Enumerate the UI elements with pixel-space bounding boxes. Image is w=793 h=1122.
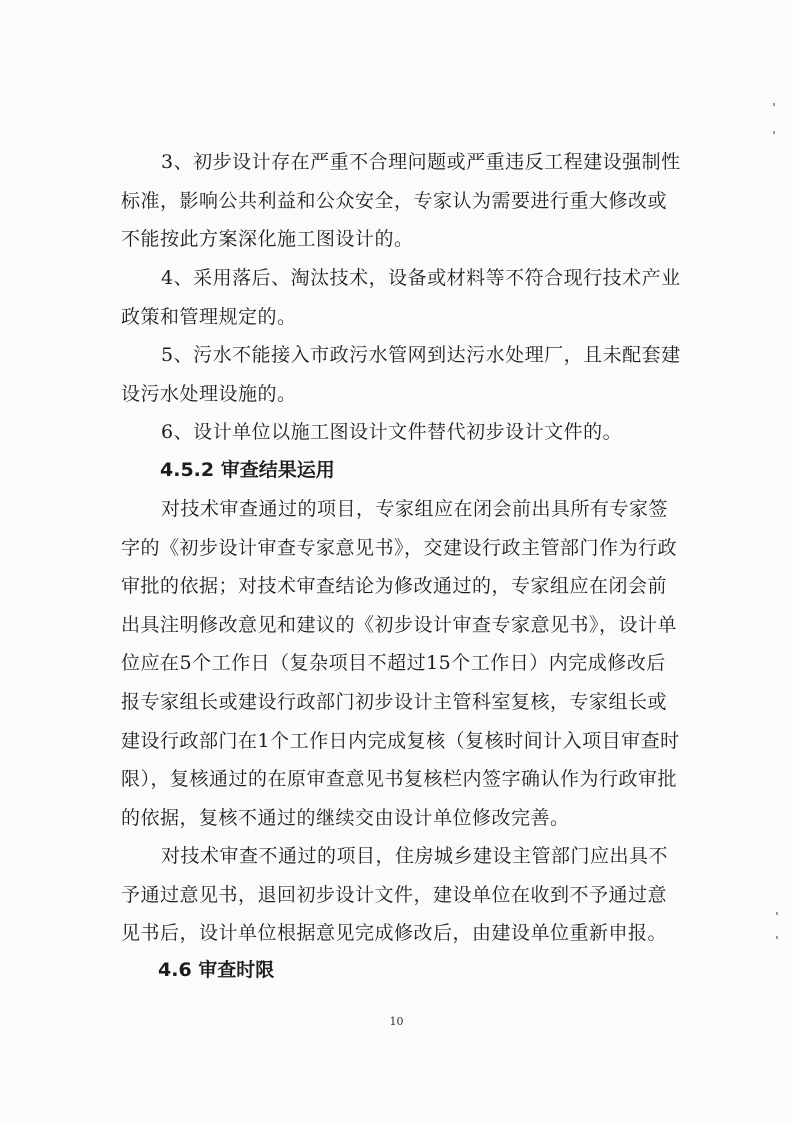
scan-speck: [776, 912, 778, 915]
list-item-5: 5、污水不能接入市政污水管网到达污水处理厂，且未配套建设污水处理设施的。: [121, 344, 681, 405]
scan-speck: [776, 936, 778, 939]
scan-speck: [773, 131, 775, 134]
section-heading-4-5-2: 4.5.2 审查结果运用: [160, 459, 335, 481]
scan-speck: [773, 103, 775, 106]
paragraph-review-passed: 对技术审查通过的项目，专家组应在闭会前出具所有专家签字的《初步设计审查专家意见书》，交建设行政主管部门作为行政审批的依据；对技术审查结论为修改通过的，专家组应在闭会前出具注明修改意见和建议的《初步设计审查专家意见书》，设计单位应在5个工作日（复杂项目不超过15个工作日）内完成修改后报专家组长或建设行政部门初步设计主管科室复核，专家组长或建设行政部门在1个工作日内完成复核（复核时间计入项目审查时限），复核通过的在原审查意见书复核栏内签字确认作为行政审批的依据，复核不通过的继续交由设计单位修改完善。: [121, 498, 680, 829]
list-item-4: 4、采用落后、淘汰技术，设备或材料等不符合现行技术产业政策和管理规定的。: [121, 267, 681, 328]
paragraph-review-failed: 对技术审查不通过的项目，住房城乡建设主管部门应出具不予通过意见书，退回初步设计文件，建设单位在收到不予通过意见书后，设计单位根据意见完成修改后，由建设单位重新申报。: [121, 845, 669, 945]
page-number: 10: [389, 1015, 404, 1028]
section-heading-4-6: 4.6 审查时限: [158, 959, 275, 981]
list-item-6: 6、设计单位以施工图设计文件替代初步设计文件的。: [161, 421, 623, 443]
list-item-3: 3、初步设计存在严重不合理问题或严重违反工程建设强制性标准，影响公共利益和公众安全，专家认为需要进行重大修改或不能按此方案深化施工图设计的。: [121, 151, 681, 251]
